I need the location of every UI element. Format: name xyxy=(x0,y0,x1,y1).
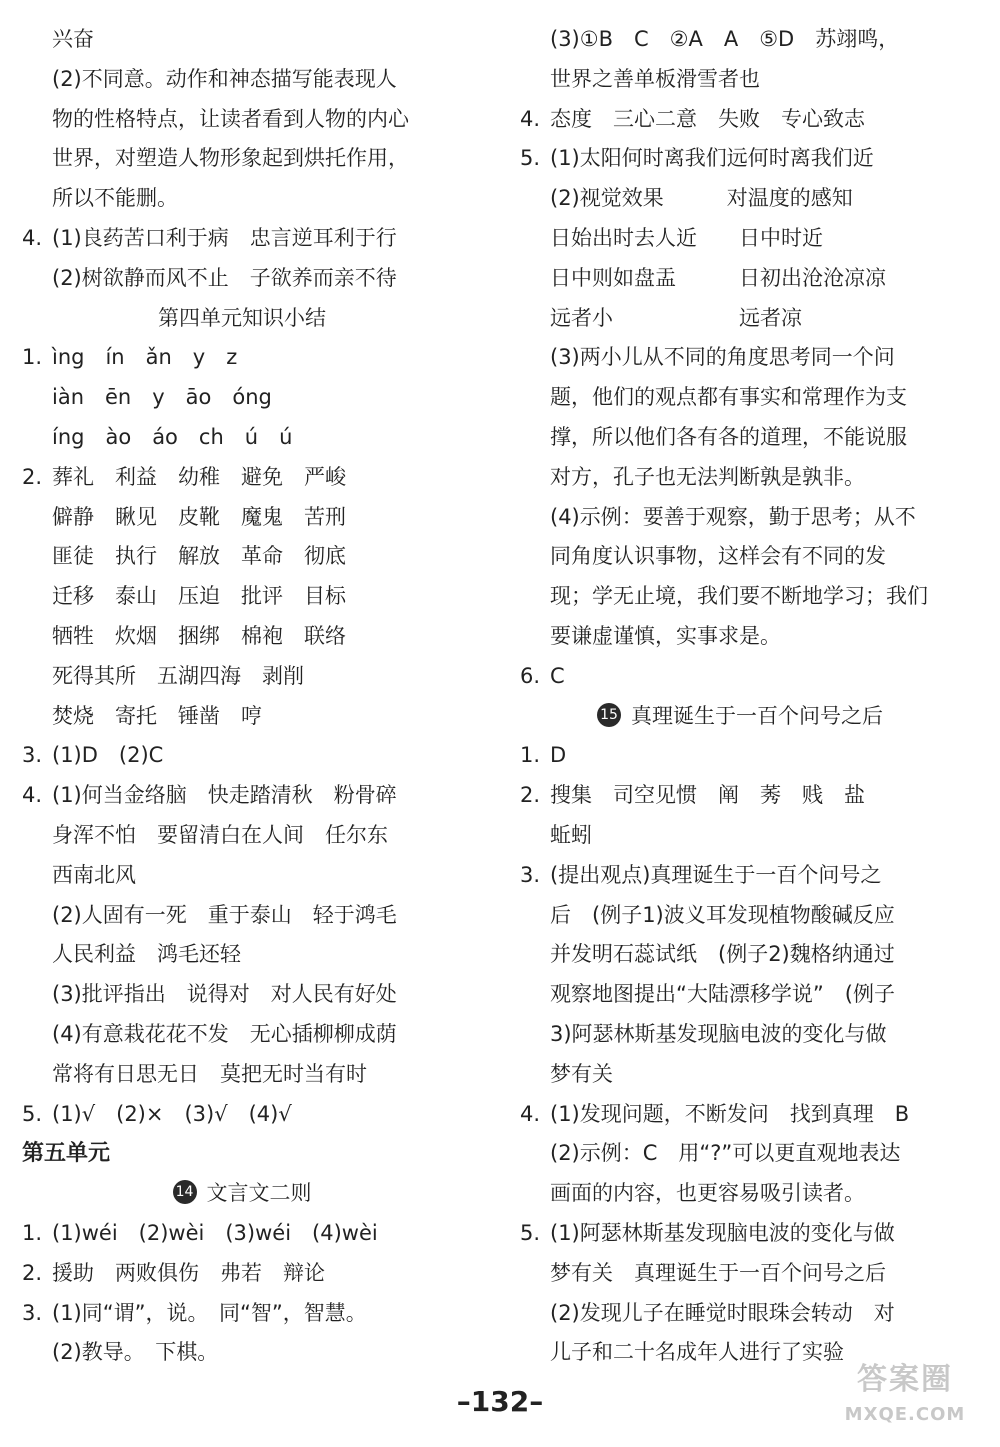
answer-line xyxy=(520,736,960,776)
answer-line xyxy=(520,1174,960,1214)
answer-text: (1)wéi (2)wèi (3)wéi (4)wèi xyxy=(52,1220,378,1245)
answer-text: 匪徒 执行 解放 革命 彻底 xyxy=(52,544,346,569)
answer-text: (2)人固有一死 重于泰山 轻于鸿毛 xyxy=(52,902,397,927)
answer-line xyxy=(520,498,960,538)
answer-line xyxy=(22,219,462,259)
answer-text: (2)示例：C 用“?”可以更直观地表达 xyxy=(550,1141,901,1166)
answer-line xyxy=(22,139,462,179)
answer-line xyxy=(520,60,960,100)
answer-text: (1)同“谓”，说。 同“智”，智慧。 xyxy=(52,1300,367,1325)
answer-line xyxy=(22,1214,462,1254)
answer-text: 人民利益 鸿毛还轻 xyxy=(52,942,241,967)
question-number: 5. xyxy=(22,1101,43,1126)
answer-line xyxy=(22,1333,462,1373)
answer-text: 第五单元 xyxy=(22,1141,111,1167)
answer-line xyxy=(520,1055,960,1095)
answer-text: (1)何当金络脑 快走踏清秋 粉骨碎 xyxy=(52,783,397,808)
answer-line xyxy=(520,338,960,378)
answer-text: (1)发现问题，不断发问 找到真理 B xyxy=(550,1101,910,1126)
answer-text: 态度 三心二意 失败 专心致志 xyxy=(550,106,865,131)
answer-text: 题，他们的观点都有事实和常理作为支 xyxy=(550,385,907,410)
answer-text: (4)示例：要善于观察，勤于思考；从不 xyxy=(550,504,916,529)
answer-line xyxy=(22,418,462,458)
answer-text: 西南北风 xyxy=(52,862,136,887)
answer-line xyxy=(22,816,462,856)
page-number: –132– xyxy=(456,1385,544,1418)
answer-text: D xyxy=(550,743,567,768)
question-number: 4. xyxy=(520,106,541,131)
answer-text: (2)教导。 下棋。 xyxy=(52,1340,219,1365)
answer-line xyxy=(520,219,960,259)
answer-text: (2)发现儿子在睡觉时眼珠会转动 对 xyxy=(550,1300,895,1325)
lesson-title xyxy=(22,1174,462,1214)
question-number: 2. xyxy=(22,464,43,489)
answer-line xyxy=(520,935,960,975)
answer-text: 画面的内容，也更容易吸引读者。 xyxy=(550,1181,865,1206)
answer-line xyxy=(22,60,462,100)
right-column xyxy=(520,20,960,1373)
question-number: 1. xyxy=(22,345,43,370)
lesson-title xyxy=(22,299,462,339)
answer-text: 僻静 瞅见 皮靴 魔鬼 苦刑 xyxy=(52,504,346,529)
answer-text: 观察地图提出“大陆漂移学说” (例子 xyxy=(550,982,895,1007)
answer-text: (1)良药苦口利于病 忠言逆耳利于行 xyxy=(52,225,397,250)
lesson-number-badge: 15 xyxy=(597,703,621,727)
answer-line xyxy=(520,259,960,299)
answer-text: 搜集 司空见惯 阐 莠 贱 盐 xyxy=(550,783,865,808)
answer-text: 要谦虚谨慎，实事求是。 xyxy=(550,623,781,648)
answer-line xyxy=(22,1055,462,1095)
answer-line xyxy=(22,577,462,617)
answer-line xyxy=(520,1254,960,1294)
answer-line xyxy=(22,338,462,378)
answer-text: 梦有关 真理诞生于一百个问号之后 xyxy=(550,1260,886,1285)
question-number: 1. xyxy=(22,1220,43,1245)
answer-text: 迁移 泰山 压迫 批评 目标 xyxy=(52,584,346,609)
answer-line xyxy=(22,20,462,60)
question-number: 2. xyxy=(22,1260,43,1285)
watermark-text: 答案圈 xyxy=(857,1362,953,1397)
answer-line xyxy=(22,935,462,975)
answer-line xyxy=(520,20,960,60)
answer-text: (2)树欲静而风不止 子欲养而亲不待 xyxy=(52,265,397,290)
answer-line xyxy=(22,776,462,816)
answer-text: (1)太阳何时离我们远何时离我们近 xyxy=(550,146,874,171)
answer-text: (提出观点)真理诞生于一百个问号之 xyxy=(550,862,882,887)
answer-text: 对方，孔子也无法判断孰是孰非。 xyxy=(550,464,865,489)
answer-text: 现；学无止境，我们要不断地学习；我们 xyxy=(550,584,928,609)
answer-text: 撑，所以他们各有各的道理，不能说服 xyxy=(550,424,907,449)
answer-line xyxy=(520,1294,960,1334)
answer-text: 蚯蚓 xyxy=(550,822,592,847)
answer-text: 世界之善单板滑雪者也 xyxy=(550,66,760,91)
question-number: 3. xyxy=(22,743,43,768)
answer-line xyxy=(520,896,960,936)
answer-line xyxy=(520,1214,960,1254)
question-number: 5. xyxy=(520,146,541,171)
question-number: 3. xyxy=(520,862,541,887)
answer-text: 第四单元知识小结 xyxy=(158,305,326,330)
left-column xyxy=(22,20,462,1373)
question-number: 4. xyxy=(22,225,43,250)
answer-line xyxy=(520,1095,960,1135)
answer-line xyxy=(520,299,960,339)
answer-text: 葬礼 利益 幼稚 避免 严峻 xyxy=(52,464,346,489)
answer-line xyxy=(520,856,960,896)
answer-line xyxy=(22,856,462,896)
answer-text: 文言文二则 xyxy=(206,1181,312,1206)
answer-line xyxy=(22,736,462,776)
answer-line xyxy=(520,537,960,577)
answer-line xyxy=(22,100,462,140)
answer-text: (3)①B C ②A A ⑤D 苏翊鸣， xyxy=(550,27,900,51)
answer-text: 援助 两败俱伤 弗若 辩论 xyxy=(52,1260,325,1285)
answer-text: íng ào áo ch ú ú xyxy=(52,424,293,449)
question-number: 5. xyxy=(520,1220,541,1245)
answer-line xyxy=(22,617,462,657)
answer-line xyxy=(22,1095,462,1135)
question-number: 4. xyxy=(22,783,43,808)
lesson-title xyxy=(520,697,960,737)
answer-line xyxy=(520,1134,960,1174)
answer-text: 同角度认识事物，这样会有不同的发 xyxy=(550,544,886,569)
answer-line xyxy=(22,537,462,577)
answer-text: 常将有日思无日 莫把无时当有时 xyxy=(52,1061,367,1086)
answer-text: 后 (例子1)波义耳发现植物酸碱反应 xyxy=(550,902,895,927)
answer-text: 世界，对塑造人物形象起到烘托作用， xyxy=(52,146,409,171)
answer-text: 物的性格特点，让读者看到人物的内心 xyxy=(52,106,409,131)
answer-text: (1)阿瑟林斯基发现脑电波的变化与做 xyxy=(550,1220,895,1245)
answer-line xyxy=(520,657,960,697)
answer-text: 兴奋 xyxy=(52,27,94,51)
answer-text: (1)D (2)C xyxy=(52,743,164,768)
answer-text: 身浑不怕 要留清白在人间 任尔东 xyxy=(52,822,388,847)
answer-line xyxy=(520,816,960,856)
answer-text: (3)两小儿从不同的角度思考同一个问 xyxy=(550,345,895,370)
answer-text: 焚烧 寄托 锤凿 哼 xyxy=(52,703,262,728)
answer-line xyxy=(520,458,960,498)
answer-text: (2)视觉效果 对温度的感知 xyxy=(550,186,853,211)
answer-line xyxy=(22,1294,462,1334)
answer-text: 日始出时去人近 日中时近 xyxy=(550,225,823,250)
answer-text: 所以不能删。 xyxy=(52,186,178,211)
answer-line xyxy=(22,697,462,737)
answer-line xyxy=(22,378,462,418)
answer-text: 日中则如盘盂 日初出沧沧凉凉 xyxy=(550,265,886,290)
question-number: 6. xyxy=(520,663,541,688)
answer-text: iàn ēn y āo óng xyxy=(52,385,272,410)
answer-line xyxy=(520,1015,960,1055)
answer-line xyxy=(520,378,960,418)
answer-text: 远者小 远者凉 xyxy=(550,305,802,330)
watermark-logo xyxy=(820,1360,990,1440)
answer-line xyxy=(520,179,960,219)
answer-line xyxy=(22,259,462,299)
answer-text: 梦有关 xyxy=(550,1061,613,1086)
answer-text: ìng ín ǎn y z xyxy=(52,345,238,370)
answer-line xyxy=(520,617,960,657)
answer-line xyxy=(520,975,960,1015)
answer-line xyxy=(520,100,960,140)
answer-line xyxy=(22,975,462,1015)
question-number: 2. xyxy=(520,783,541,808)
answer-text: 3)阿瑟林斯基发现脑电波的变化与做 xyxy=(550,1021,887,1046)
answer-text: 牺牲 炊烟 捆绑 棉袍 联络 xyxy=(52,623,346,648)
answer-text: (2)不同意。动作和神态描写能表现人 xyxy=(52,66,397,91)
answer-text: 并发明石蕊试纸 (例子2)魏格纳通过 xyxy=(550,942,895,967)
answer-line xyxy=(520,139,960,179)
answer-text: (4)有意栽花花不发 无心插柳柳成荫 xyxy=(52,1021,397,1046)
answer-text: 死得其所 五湖四海 剥削 xyxy=(52,663,304,688)
section-heading xyxy=(22,1134,462,1174)
answer-line xyxy=(520,776,960,816)
question-number: 4. xyxy=(520,1101,541,1126)
answer-text: 真理诞生于一百个问号之后 xyxy=(631,703,883,728)
question-number: 1. xyxy=(520,743,541,768)
answer-line xyxy=(22,458,462,498)
answer-text: C xyxy=(550,663,565,688)
answer-line xyxy=(520,577,960,617)
lesson-number-badge: 14 xyxy=(173,1180,197,1204)
answer-line xyxy=(22,896,462,936)
answer-line xyxy=(22,179,462,219)
answer-line xyxy=(22,657,462,697)
question-number: 3. xyxy=(22,1300,43,1325)
answer-text: (3)批评指出 说得对 对人民有好处 xyxy=(52,982,397,1007)
answer-line xyxy=(22,1254,462,1294)
answer-line xyxy=(22,498,462,538)
answer-line xyxy=(22,1015,462,1055)
watermark-url: MXQE.COM xyxy=(844,1404,966,1425)
answer-line xyxy=(520,418,960,458)
answer-text: (1)√ (2)× (3)√ (4)√ xyxy=(52,1101,292,1126)
answer-text: 儿子和二十名成年人进行了实验 xyxy=(550,1340,844,1365)
